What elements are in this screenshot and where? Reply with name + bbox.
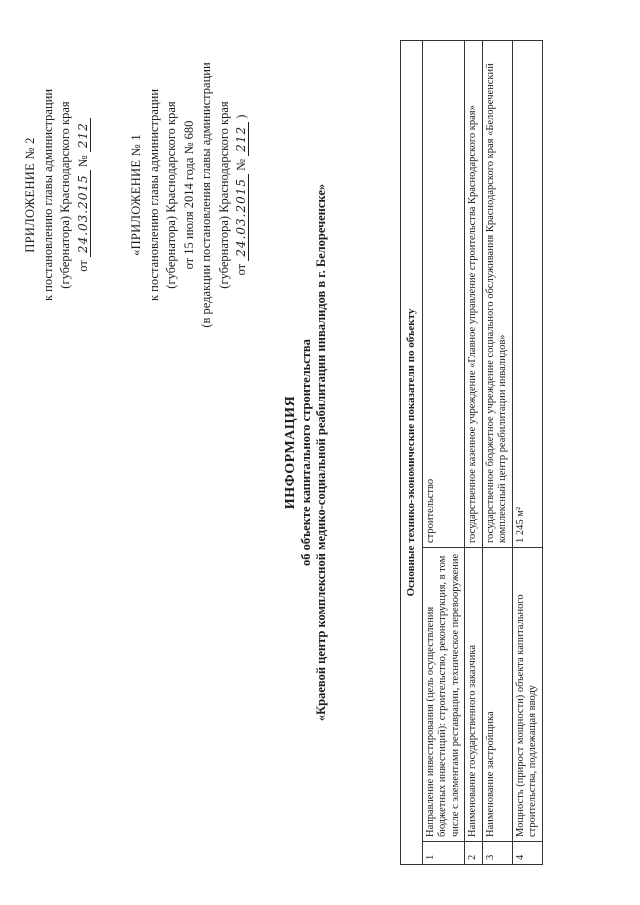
row-number: 4 [512,842,542,865]
appendix-1-from-label: от [234,263,248,276]
appendix-2-date: 24.03.2015 [76,170,91,257]
info-subtitle-1: об объекте капитального строительства [298,339,313,566]
row-label: Наименование государственного заказчика [465,548,483,842]
appendix-2-number: 212 [76,118,91,152]
table-row [512,41,542,865]
info-heading [283,0,330,905]
appendix-1-line5: (губернатора) Краснодарского края [216,101,231,289]
row-value: строительство [422,41,465,548]
row-number: 2 [465,842,483,865]
appendix-2-block [22,30,92,360]
appendix-1-number: 212 [234,122,249,156]
row-value: государственное бюджетное учреждение социального обслуживания Краснодарского края «Белореченский комплексный центр реабилитации инвалидов» [482,41,512,548]
appendix-2-line1: к постановлению главы администрации [40,88,55,302]
appendix-2-line2: (губернатора) Краснодарского края [58,101,72,289]
row-number: 3 [482,842,512,865]
appendix-1-title: «ПРИЛОЖЕНИЕ № 1 [129,134,143,256]
appendix-1-line1: к постановлению главы администрации [146,88,161,302]
indicators-table [400,40,543,865]
appendix-1-block [128,30,251,360]
appendix-1-date: 24.03.2015 [234,174,249,261]
table-row [422,41,465,865]
info-title: ИНФОРМАЦИЯ [283,395,298,510]
row-label: Направление инвестирования (цель осуществления бюджетных инвестиций): строительство, реконструкция, в том числе с элементами реставрации, техническое перевооружение [422,548,465,842]
table-header-row [401,41,423,865]
appendix-1-line3: от 15 июля 2014 года № 680 [181,120,196,270]
appendix-1-date-line [233,30,251,360]
row-label: Наименование застройщика [482,548,512,842]
table-row [482,41,512,865]
row-number: 1 [422,842,465,865]
row-value: 1 245 м² [512,41,542,548]
info-subtitle-2: «Краевой центр комплексной медико-социальной реабилитации инвалидов в г. Белореченске» [314,183,328,722]
appendix-2-from-label: от [75,260,90,272]
row-label: Мощность (прирост мощности) объекта капитального строительства, подлежащая вводу [512,548,542,842]
row-value: государственное казенное учреждение «Главное управление строительства Краснодарского края» [465,41,483,548]
appendix-2-date-line [75,30,93,360]
appendix-1-num-label: № [234,158,248,171]
appendix-2-title: ПРИЛОЖЕНИЕ № 2 [23,137,37,253]
table-row [465,41,483,865]
appendix-1-line4: (в редакции постановления главы администрации [199,62,213,328]
table-header: Основные технико-экономические показатели по объекту [401,41,423,865]
appendix-1-line2: (губернатора) Краснодарского края [164,101,178,289]
appendix-1-close: ) [234,114,248,119]
appendix-2-num-label: № [75,155,90,168]
